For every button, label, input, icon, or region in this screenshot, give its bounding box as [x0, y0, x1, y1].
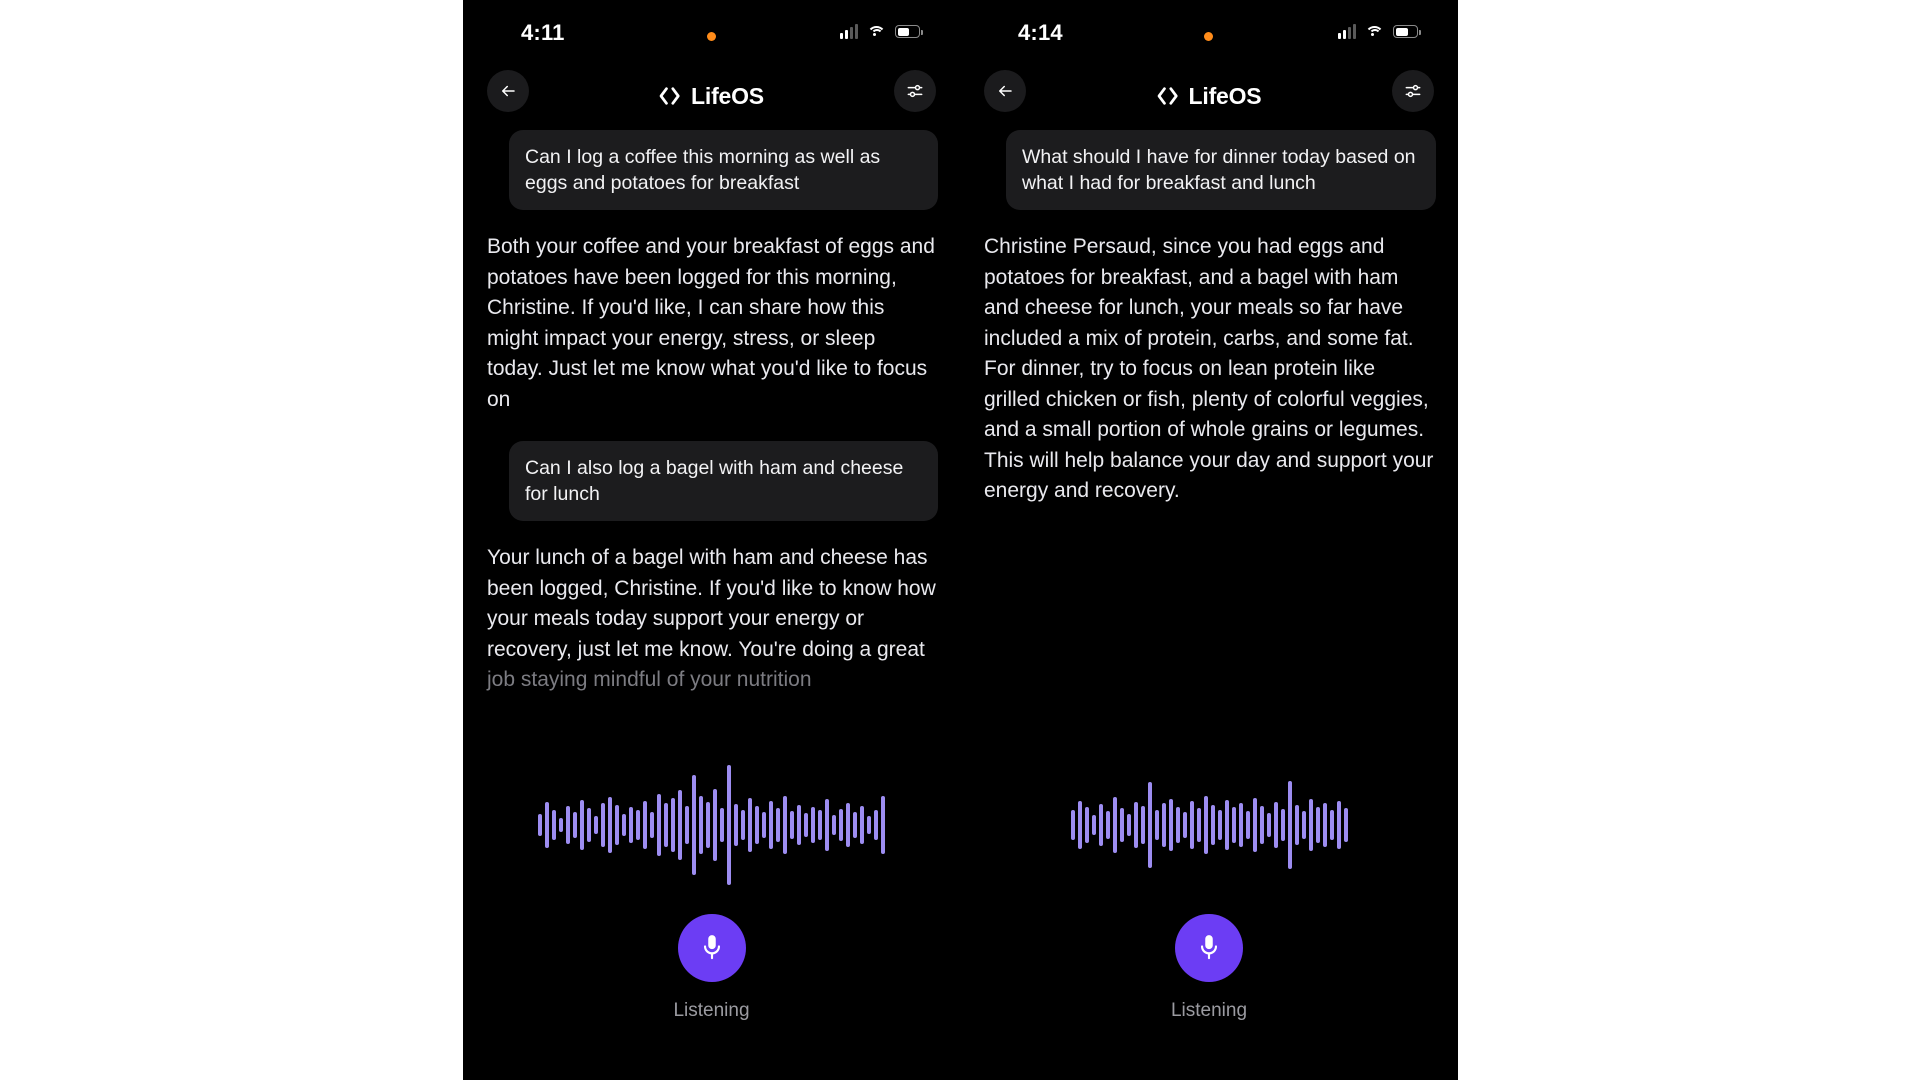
waveform-bar: [1232, 807, 1236, 843]
waveform-bar: [538, 814, 542, 836]
waveform-bar: [1218, 810, 1222, 840]
waveform-bar: [594, 816, 598, 834]
listening-status-label: Listening: [1170, 1000, 1248, 1021]
app-brand: [659, 83, 764, 110]
back-arrow-icon: [996, 82, 1014, 100]
assistant-message: Both your coffee and your breakfast of eggs and potatoes have been logged for this morning, Christine. If you'd like, I can share how this might impact your energy, stress, or sleep today. Just let me know what you'd like to focus on: [487, 235, 935, 411]
waveform-bar: [1190, 801, 1194, 849]
user-message-bubble: Can I also log a bagel with ham and cheese for lunch: [509, 441, 938, 521]
waveform-bar: [545, 802, 549, 848]
waveform-bar: [552, 810, 556, 840]
waveform-bar: [1211, 805, 1215, 845]
waveform-bar: [657, 794, 661, 856]
microphone-button[interactable]: [678, 914, 746, 982]
phone-screenshots-pair: [463, 0, 1458, 1080]
waveform-bar: [1323, 803, 1327, 847]
waveform-bar: [1330, 810, 1334, 840]
waveform-bar: [622, 814, 626, 836]
waveform-bar: [1225, 800, 1229, 850]
waveform-bar: [804, 813, 808, 837]
waveform-bar: [853, 812, 857, 838]
waveform-bar: [615, 805, 619, 845]
waveform-bar: [790, 811, 794, 839]
user-message-bubble: Can I log a coffee this morning as well as eggs and potatoes for breakfast: [509, 130, 938, 210]
audio-waveform-right: [960, 750, 1458, 900]
waveform-bar: [755, 806, 759, 844]
waveform-bar: [1176, 807, 1180, 843]
status-bar: [960, 0, 1458, 62]
phone-screen-right: [960, 0, 1458, 1080]
waveform-bar: [1267, 813, 1271, 837]
waveform-bar: [1092, 815, 1096, 835]
microphone-icon: [1196, 933, 1222, 963]
waveform-bar: [748, 798, 752, 852]
waveform-bar: [1085, 807, 1089, 843]
waveform-bar: [643, 801, 647, 849]
wifi-icon: [867, 25, 886, 39]
waveform-bar: [1246, 811, 1250, 839]
waveform-bar: [720, 808, 724, 842]
cellular-signal-icon: [1338, 24, 1356, 39]
waveform-bar: [825, 799, 829, 851]
waveform-bar: [734, 804, 738, 846]
waveform-bar: [1239, 803, 1243, 847]
waveform-bar: [671, 798, 675, 852]
waveform-bar: [1274, 802, 1278, 848]
chat-thread-right: [960, 124, 1458, 507]
battery-icon: [895, 25, 920, 38]
waveform-bar: [1337, 801, 1341, 849]
waveform-bar: [559, 818, 563, 832]
wifi-icon: [1365, 25, 1384, 39]
lifeos-logo-icon: [659, 86, 683, 106]
waveform-bar: [1197, 808, 1201, 842]
settings-button[interactable]: [894, 70, 936, 112]
waveform-bar: [1120, 808, 1124, 842]
waveform-bar: [1141, 806, 1145, 844]
waveform-bar: [811, 807, 815, 843]
waveform-bar: [769, 801, 773, 849]
sliders-icon: [1403, 81, 1423, 101]
waveform-bar: [1260, 806, 1264, 844]
waveform-bar: [692, 775, 696, 875]
mic-control-left: [463, 914, 960, 1022]
waveform-bar: [650, 812, 654, 838]
app-header: [463, 62, 960, 124]
audio-waveform-left: [463, 750, 960, 900]
microphone-button[interactable]: [1175, 914, 1243, 982]
waveform-bar: [664, 803, 668, 847]
microphone-icon: [699, 933, 725, 963]
waveform-bar: [1127, 814, 1131, 836]
waveform-bar: [741, 810, 745, 840]
waveform-bar: [1099, 804, 1103, 846]
waveform-bar: [762, 812, 766, 838]
waveform-bar: [1204, 796, 1208, 854]
mic-control-right: [960, 914, 1458, 1022]
assistant-message-text-faded: job staying mindful of your nutrition: [487, 668, 812, 691]
waveform-bar: [797, 805, 801, 845]
status-time: 4:14: [1018, 20, 1063, 45]
waveform-bar: [1281, 809, 1285, 841]
waveform-bar: [881, 796, 885, 854]
recording-dot-icon: [707, 32, 716, 41]
waveform-bar: [678, 790, 682, 860]
waveform-bar: [832, 815, 836, 835]
waveform-bar: [1253, 798, 1257, 852]
back-arrow-icon: [499, 82, 517, 100]
waveform-bar: [629, 807, 633, 843]
waveform-bar: [1183, 812, 1187, 838]
app-title: LifeOS: [1188, 82, 1262, 109]
waveform-bar: [566, 806, 570, 844]
app-header: [960, 62, 1458, 124]
listening-status-label: Listening: [673, 1000, 750, 1021]
waveform-bar: [874, 810, 878, 840]
waveform-bar: [1148, 782, 1152, 868]
waveform-bar: [783, 796, 787, 854]
assistant-message: Christine Persaud, since you had eggs and potatoes for breakfast, and a bagel with ham and cheese for lunch, your meals so far have included a mix of protein, carbs, and some fat. For dinner, try to focus on lean protein like grilled chicken or fish, plenty of colorful veggies, and a small portion of whole grains or legumes. This will help balance your day and support your energy and recovery.: [984, 235, 1434, 502]
phone-screen-left: [463, 0, 960, 1080]
waveform-bar: [1113, 797, 1117, 853]
battery-icon: [1393, 25, 1418, 38]
app-brand: [1157, 83, 1262, 110]
waveform-bar: [636, 810, 640, 840]
assistant-message-text: Your lunch of a bagel with ham and cheese has been logged, Christine. If you'd like to know how your meals today support your energy or recovery, just let me know. You're doing a great: [487, 546, 936, 661]
waveform-bar: [1106, 811, 1110, 839]
waveform-bar: [1134, 802, 1138, 848]
waveform-bar: [699, 796, 703, 854]
settings-button[interactable]: [1392, 70, 1434, 112]
waveform-bar: [1309, 799, 1313, 851]
waveform-bar: [706, 802, 710, 848]
cellular-signal-icon: [840, 24, 858, 39]
waveform-bar: [1162, 803, 1166, 847]
waveform-bar: [727, 765, 731, 885]
status-bar: [463, 0, 960, 62]
waveform-bar: [1302, 811, 1306, 839]
waveform-bar: [685, 806, 689, 844]
lifeos-logo-icon: [1157, 86, 1181, 106]
waveform-bar: [1288, 781, 1292, 869]
user-message-bubble: What should I have for dinner today based on what I had for breakfast and lunch: [1006, 130, 1436, 210]
waveform-bar: [860, 806, 864, 844]
recording-dot-icon: [1204, 32, 1213, 41]
waveform-bar: [601, 803, 605, 847]
waveform-bar: [846, 803, 850, 847]
waveform-bar: [1169, 799, 1173, 851]
waveform-bar: [1316, 807, 1320, 843]
back-button[interactable]: [984, 70, 1026, 112]
waveform-bar: [1344, 808, 1348, 842]
assistant-message: [485, 543, 938, 696]
sliders-icon: [905, 81, 925, 101]
status-icons: [840, 24, 920, 39]
status-icons: [1338, 24, 1418, 39]
waveform-bar: [587, 808, 591, 842]
waveform-bar: [580, 800, 584, 850]
waveform-bar: [713, 789, 717, 861]
waveform-bar: [818, 810, 822, 840]
waveform-bar: [1295, 805, 1299, 845]
back-button[interactable]: [487, 70, 529, 112]
waveform-bar: [839, 809, 843, 841]
waveform-bar: [573, 812, 577, 838]
chat-thread-left: [463, 124, 960, 696]
waveform-bar: [608, 797, 612, 853]
waveform-bar: [1155, 810, 1159, 840]
waveform-bar: [1071, 810, 1075, 840]
waveform-bar: [1078, 801, 1082, 849]
waveform-bar: [776, 808, 780, 842]
waveform-bar: [867, 816, 871, 834]
app-title: LifeOS: [691, 82, 764, 109]
status-time: 4:11: [521, 20, 565, 45]
